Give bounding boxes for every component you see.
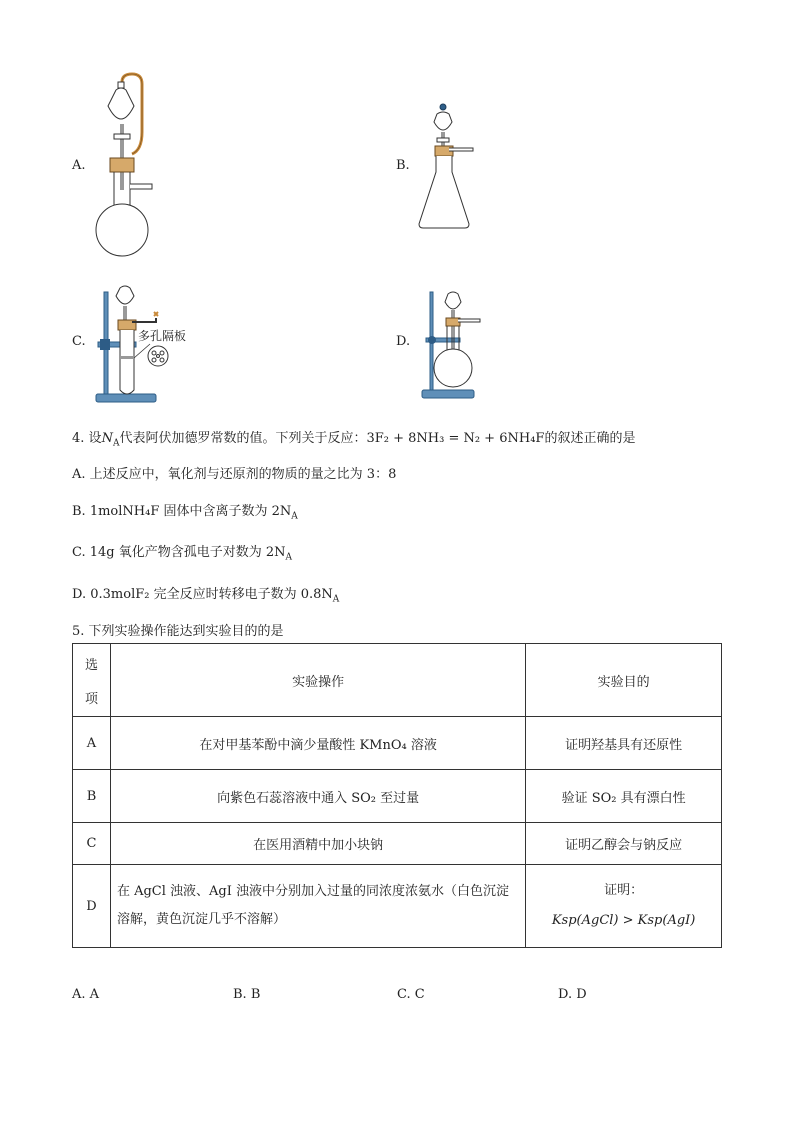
header-aim: 实验目的 [526, 644, 722, 717]
row-c-aim: 证明乙醇会与钠反应 [526, 823, 722, 865]
table-row [73, 770, 722, 823]
q4-option-a [72, 463, 396, 482]
row-d-operation: 在 AgCl 浊液、AgI 浊液中分别加入过量的同浓度浓氨水（白色沉淀溶解，黄色沉淀几乎不溶解） [110, 865, 525, 948]
q4-stem [72, 427, 635, 449]
q4-option-d-text: 0.3molF₂ 完全反应时转移电子数为 0.8N [90, 587, 333, 602]
answer-choice-b[interactable]: B. B [233, 987, 261, 1002]
row-a-aim: 证明羟基具有还原性 [526, 717, 722, 770]
row-d-aim [526, 865, 722, 948]
table-header-row [73, 644, 722, 717]
q4-option-b-text: 1molNH₄F 固体中含离子数为 2N [89, 504, 292, 519]
q4-option-d-label: D. [72, 587, 87, 602]
row-a-option: A [73, 717, 111, 770]
q4-option-a-label: A. [72, 467, 86, 482]
row-d-aim-line1: 证明： [604, 883, 644, 898]
apparatus-d-figure [418, 286, 498, 400]
option-a-label: A. [72, 158, 86, 173]
q4-na-sub: A [112, 438, 120, 449]
q4-option-c-label: C. [72, 545, 86, 560]
apparatus-b-figure [415, 102, 485, 230]
answer-choice-c[interactable]: C. C [397, 987, 425, 1002]
row-c-operation: 在医用酒精中加小块钠 [110, 823, 525, 865]
apparatus-a-figure [92, 72, 162, 258]
q4-option-a-text: 上述反应中，氧化剂与还原剂的物质的量之比为 3：8 [89, 467, 397, 482]
q5-number: 5. [72, 624, 85, 639]
q4-equation: 3F₂ + 8NH₃ = N₂ + 6NH₄F [366, 431, 545, 446]
answer-choice-a[interactable]: A. A [72, 987, 100, 1002]
row-d-option: D [73, 865, 111, 948]
q4-stem-pre: 设 [88, 431, 102, 446]
row-b-aim: 验证 SO₂ 具有漂白性 [526, 770, 722, 823]
table-row [73, 823, 722, 865]
option-d-label: D. [396, 334, 411, 349]
option-b-label: B. [396, 158, 410, 173]
q4-option-d-sub: A [332, 594, 340, 605]
apparatus-c-figure [94, 282, 234, 406]
table-row [73, 865, 722, 948]
header-operation: 实验操作 [110, 644, 525, 717]
row-a-operation: 在对甲基苯酚中滴少量酸性 KMnO₄ 溶液 [110, 717, 525, 770]
q5-table [72, 643, 722, 948]
answer-choice-d[interactable]: D. D [558, 987, 587, 1002]
q4-option-c [72, 541, 292, 563]
q4-option-d [72, 583, 339, 605]
row-b-option: B [73, 770, 111, 823]
q4-na-symbol: N [101, 431, 113, 446]
option-c-label: C. [72, 334, 86, 349]
q4-option-c-sub: A [285, 552, 293, 563]
row-d-aim-line2: Ksp(AgCl) > Ksp(AgI) [551, 913, 696, 928]
q4-option-b-sub: A [291, 511, 298, 522]
row-c-option: C [73, 823, 111, 865]
porous-plate-callout: 多孔隔板 [138, 329, 187, 343]
table-row [73, 717, 722, 770]
q4-option-b [72, 500, 298, 522]
q4-stem-mid: 代表阿伏加德罗常数的值。下列关于反应： [119, 431, 367, 446]
row-b-operation: 向紫色石蕊溶液中通入 SO₂ 至过量 [110, 770, 525, 823]
header-option: 选 项 [73, 644, 111, 717]
q5-stem [72, 620, 284, 639]
q4-stem-post: 的叙述正确的是 [544, 431, 636, 446]
q4-number: 4. [72, 431, 85, 446]
q4-option-c-text: 14g 氧化产物含孤电子对数为 2N [89, 545, 286, 560]
q4-option-b-label: B. [72, 504, 86, 519]
q5-stem-text: 下列实验操作能达到实验目的的是 [88, 624, 284, 639]
